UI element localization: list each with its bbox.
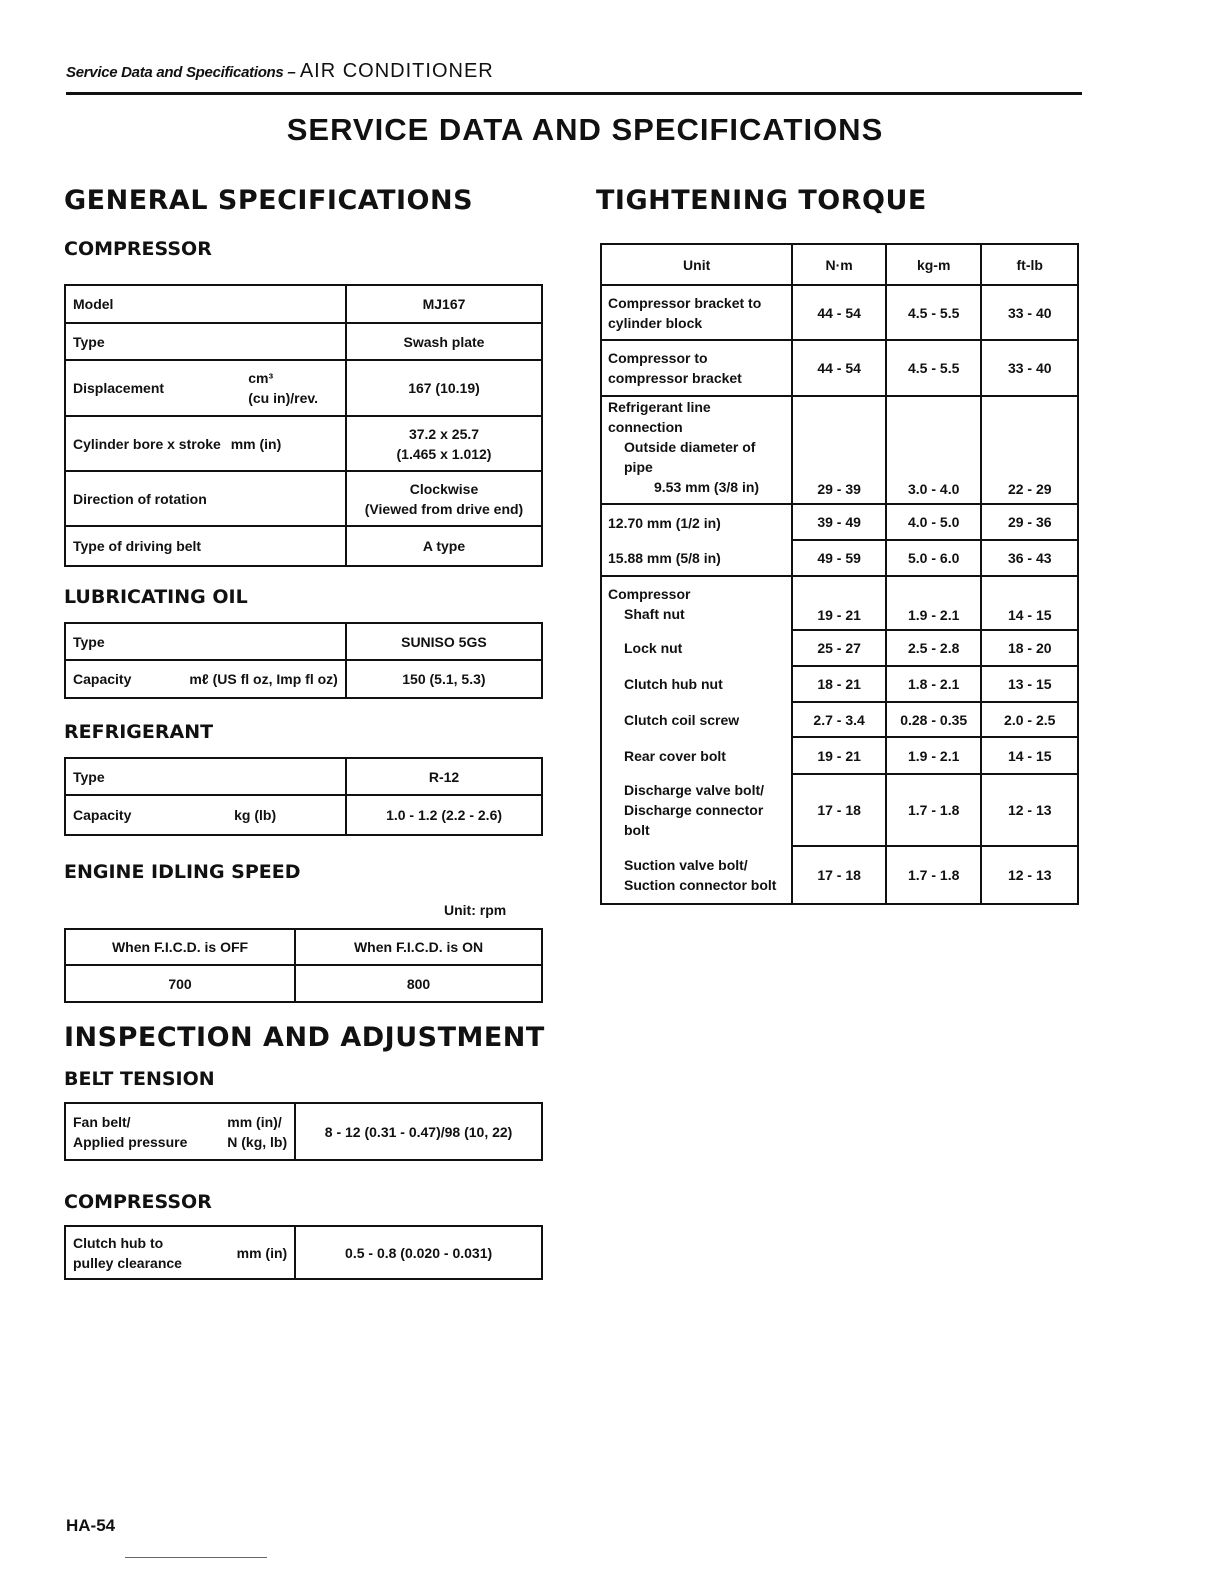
- oil-type-value: SUNISO 5GS: [346, 623, 542, 660]
- lock-nut-label: Lock nut: [601, 630, 792, 666]
- tightening-torque-table: [600, 243, 1079, 905]
- discharge-nm: 17 - 18: [792, 774, 886, 846]
- discharge-label-2: Discharge connector: [624, 802, 764, 818]
- idling-speed-heading: ENGINE IDLING SPEED: [64, 861, 301, 883]
- table-row: [601, 576, 1078, 630]
- idling-speed-table: [64, 928, 543, 1003]
- bracket-nm: 44 - 54: [792, 285, 886, 340]
- table-row: [601, 504, 1078, 540]
- comp-bracket-ftlb: 33 - 40: [981, 340, 1078, 396]
- bracket-to-block-label: [601, 285, 792, 340]
- pipe-1588-ftlb: 36 - 43: [981, 540, 1078, 576]
- pipe-953-nm: 29 - 39: [792, 396, 886, 504]
- lock-nut-ftlb: 18 - 20: [981, 630, 1078, 666]
- inspection-compressor-heading: COMPRESSOR: [64, 1191, 212, 1213]
- rotation-value-cell: [346, 471, 542, 526]
- clutch-coil-screw-ftlb: 2.0 - 2.5: [981, 702, 1078, 737]
- clutch-hub-nut-kgm: 1.8 - 2.1: [886, 666, 982, 702]
- clutch-hub-nut-nm: 18 - 21: [792, 666, 886, 702]
- header-section-title: AIR CONDITIONER: [299, 60, 494, 82]
- model-label: Model: [65, 285, 346, 323]
- page-number: HA-54: [66, 1516, 116, 1535]
- bore-value-cell: [346, 416, 542, 471]
- displacement-value: 167 (10.19): [346, 360, 542, 416]
- table-row: [65, 758, 542, 795]
- table-row: [601, 846, 1078, 904]
- refline-label-2: connection: [608, 419, 683, 435]
- bore-cell: [65, 416, 346, 471]
- compressor-label: Compressor: [608, 586, 691, 602]
- bore-unit: mm (in): [230, 435, 282, 452]
- ficd-on-value: 800: [295, 965, 542, 1002]
- refrigerant-capacity-value: 1.0 - 1.2 (2.2 - 2.6): [346, 795, 542, 835]
- tightening-torque-heading: TIGHTENING TORQUE: [596, 185, 927, 216]
- bracket-label-2: cylinder block: [608, 314, 703, 331]
- table-row: [65, 471, 542, 526]
- pulley-clearance-label: pulley clearance: [73, 1254, 182, 1271]
- bracket-label-1: Compressor bracket to: [608, 294, 762, 311]
- comp-bracket-kgm: 4.5 - 5.5: [886, 340, 982, 396]
- discharge-label-3: bolt: [624, 822, 650, 838]
- clutch-hub-label: Clutch hub to: [73, 1234, 164, 1251]
- pipe-1588-kgm: 5.0 - 6.0: [886, 540, 982, 576]
- clutch-coil-screw-kgm: 0.28 - 0.35: [886, 702, 982, 737]
- table-row: [65, 660, 542, 698]
- applied-pressure-label: Applied pressure: [73, 1133, 188, 1150]
- table-row: [65, 1103, 542, 1160]
- pipe-size-1588: 15.88 mm (5/8 in): [601, 540, 792, 576]
- pipe-1270-nm: 39 - 49: [792, 504, 886, 540]
- page-title: SERVICE DATA AND SPECIFICATIONS: [286, 112, 884, 147]
- rear-cover-bolt-label: Rear cover bolt: [601, 737, 792, 774]
- clutch-hub-nut-ftlb: 13 - 15: [981, 666, 1078, 702]
- oil-capacity-cell: [65, 660, 346, 698]
- bracket-kgm: 4.5 - 5.5: [886, 285, 982, 340]
- belt-unit-1: mm (in)/: [227, 1113, 282, 1130]
- displacement-label: Displacement: [73, 380, 165, 396]
- oil-capacity-value: 150 (5.1, 5.3): [346, 660, 542, 698]
- lock-nut-nm: 25 - 27: [792, 630, 886, 666]
- table-row: [65, 965, 542, 1002]
- clutch-clearance-unit: mm (in): [236, 1244, 288, 1261]
- type-label: Type: [65, 323, 346, 360]
- clutch-clearance-table: [64, 1225, 543, 1280]
- idling-unit-note: Unit: rpm: [444, 902, 507, 918]
- oil-type-label: Type: [65, 623, 346, 660]
- rear-cover-bolt-nm: 19 - 21: [792, 737, 886, 774]
- refline-label-1: Refrigerant line: [608, 399, 711, 415]
- col-header-nm: N·m: [792, 244, 886, 285]
- clutch-clearance-label-cell: [65, 1226, 295, 1279]
- clutch-coil-screw-nm: 2.7 - 3.4: [792, 702, 886, 737]
- table-row: [601, 540, 1078, 576]
- refrigerant-type-value: R-12: [346, 758, 542, 795]
- footer-divider: [125, 1557, 267, 1559]
- suction-kgm: 1.7 - 1.8: [886, 846, 982, 904]
- bore-value-2: (1.465 x 1.012): [396, 445, 492, 462]
- inspection-heading: INSPECTION AND ADJUSTMENT: [64, 1022, 545, 1053]
- pipe-1588-nm: 49 - 59: [792, 540, 886, 576]
- comp-bracket-label-1: Compressor to: [608, 350, 708, 366]
- refrigerant-line-label: [601, 396, 792, 504]
- pipe-1270-kgm: 4.0 - 5.0: [886, 504, 982, 540]
- discharge-label-1: Discharge valve bolt/: [624, 782, 765, 798]
- shaft-nut-ftlb: 14 - 15: [981, 576, 1078, 630]
- table-row: [65, 1226, 542, 1279]
- table-row: [601, 702, 1078, 737]
- suction-ftlb: 12 - 13: [981, 846, 1078, 904]
- suction-label-1: Suction valve bolt/: [624, 856, 748, 873]
- belt-type-value: A type: [346, 526, 542, 566]
- discharge-label-cell: [601, 774, 792, 846]
- belt-tension-value: 8 - 12 (0.31 - 0.47)/98 (10, 22): [295, 1103, 542, 1160]
- displacement-unit-1: cm³: [248, 370, 274, 386]
- discharge-kgm: 1.7 - 1.8: [886, 774, 982, 846]
- pipe-953-ftlb: 22 - 29: [981, 396, 1078, 504]
- table-row: [65, 623, 542, 660]
- belt-tension-table: [64, 1102, 543, 1161]
- refrigerant-capacity-label: Capacity: [73, 807, 132, 823]
- compressor-group-label: [601, 576, 792, 630]
- table-row: [65, 323, 542, 360]
- belt-unit-2: N (kg, lb): [227, 1133, 288, 1150]
- comp-to-bracket-label: [601, 340, 792, 396]
- table-header-row: [601, 244, 1078, 285]
- table-row: [65, 360, 542, 416]
- col-header-unit: Unit: [601, 244, 792, 285]
- table-row: [601, 396, 1078, 504]
- displacement-cell: [65, 360, 346, 416]
- col-header-kgm: kg-m: [886, 244, 982, 285]
- rotation-value-1: Clockwise: [409, 480, 479, 497]
- table-row: [601, 340, 1078, 396]
- fan-belt-label: Fan belt/: [73, 1113, 131, 1130]
- discharge-ftlb: 12 - 13: [981, 774, 1078, 846]
- table-row: [601, 630, 1078, 666]
- shaft-nut-nm: 19 - 21: [792, 576, 886, 630]
- shaft-nut-kgm: 1.9 - 2.1: [886, 576, 982, 630]
- comp-bracket-label-2: compressor bracket: [608, 370, 742, 386]
- lock-nut-kgm: 2.5 - 2.8: [886, 630, 982, 666]
- pipe-size-953: 9.53 mm (3/8 in): [654, 479, 760, 495]
- oil-capacity-unit: mℓ (US fl oz, Imp fl oz): [189, 671, 338, 687]
- table-row: [65, 795, 542, 835]
- displacement-unit-2: (cu in)/rev.: [248, 390, 318, 406]
- belt-tension-label-cell: [65, 1103, 295, 1160]
- ficd-off-value: 700: [65, 965, 295, 1002]
- table-row: [65, 416, 542, 471]
- general-specs-heading: GENERAL SPECIFICATIONS: [64, 185, 474, 216]
- ficd-off-header: When F.I.C.D. is OFF: [65, 929, 295, 965]
- bracket-ftlb: 33 - 40: [981, 285, 1078, 340]
- table-row: [601, 285, 1078, 340]
- pipe-size-1270: 12.70 mm (1/2 in): [601, 504, 792, 540]
- pipe-1270-ftlb: 29 - 36: [981, 504, 1078, 540]
- refrigerant-table: [64, 757, 543, 836]
- table-row: [601, 774, 1078, 846]
- belt-type-label: Type of driving belt: [65, 526, 346, 566]
- refline-label-4: pipe: [624, 459, 653, 475]
- running-header: [66, 60, 1082, 95]
- refrigerant-capacity-cell: [65, 795, 346, 835]
- rotation-value-2: (Viewed from drive end): [364, 500, 524, 517]
- rotation-label: Direction of rotation: [65, 471, 346, 526]
- refrigerant-heading: REFRIGERANT: [64, 721, 214, 743]
- clutch-clearance-value: 0.5 - 0.8 (0.020 - 0.031): [295, 1226, 542, 1279]
- suction-label-2: Suction connector bolt: [624, 876, 777, 893]
- bore-label: Cylinder bore x stroke: [73, 435, 221, 452]
- lubricating-oil-table: [64, 622, 543, 699]
- comp-bracket-nm: 44 - 54: [792, 340, 886, 396]
- table-row: [601, 737, 1078, 774]
- refrigerant-type-label: Type: [65, 758, 346, 795]
- header-subtitle: Service Data and Specifications –: [66, 64, 296, 81]
- pipe-953-kgm: 3.0 - 4.0: [886, 396, 982, 504]
- shaft-nut-label: Shaft nut: [624, 606, 685, 622]
- col-header-ftlb: ft-lb: [981, 244, 1078, 285]
- refrigerant-capacity-unit: kg (lb): [234, 807, 277, 823]
- lubricating-oil-heading: LUBRICATING OIL: [64, 586, 248, 608]
- table-row: [65, 526, 542, 566]
- compressor-heading: COMPRESSOR: [64, 238, 212, 260]
- refline-label-3: Outside diameter of: [624, 439, 756, 455]
- table-row: [601, 666, 1078, 702]
- table-row: [65, 285, 542, 323]
- ficd-on-header: When F.I.C.D. is ON: [295, 929, 542, 965]
- bore-value-1: 37.2 x 25.7: [408, 425, 480, 442]
- table-row: [65, 929, 542, 965]
- compressor-spec-table: [64, 284, 543, 567]
- rear-cover-bolt-ftlb: 14 - 15: [981, 737, 1078, 774]
- suction-nm: 17 - 18: [792, 846, 886, 904]
- oil-capacity-label: Capacity: [73, 671, 132, 687]
- rear-cover-bolt-kgm: 1.9 - 2.1: [886, 737, 982, 774]
- suction-label-cell: [601, 846, 792, 904]
- type-value: Swash plate: [346, 323, 542, 360]
- clutch-coil-screw-label: Clutch coil screw: [601, 702, 792, 737]
- belt-tension-heading: BELT TENSION: [64, 1068, 215, 1090]
- model-value: MJ167: [346, 285, 542, 323]
- clutch-hub-nut-label: Clutch hub nut: [601, 666, 792, 702]
